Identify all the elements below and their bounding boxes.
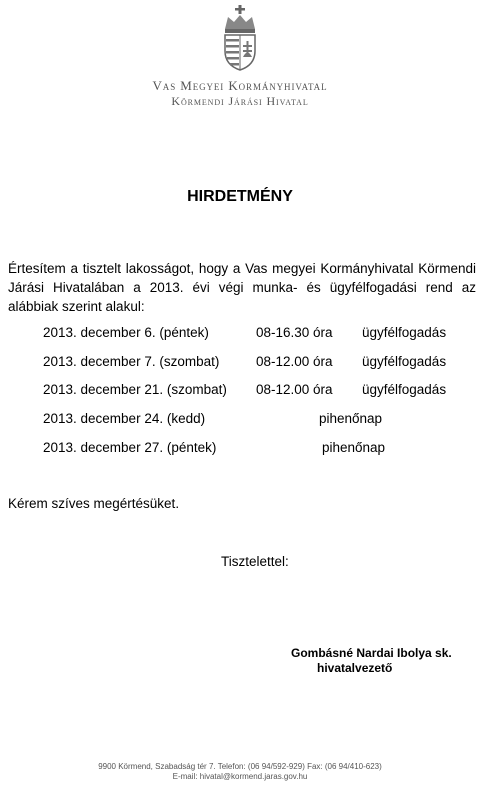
schedule-hours: 08-12.00 óra <box>256 382 333 397</box>
schedule-date: 2013. december 27. (péntek) <box>43 440 217 455</box>
footer-email: E-mail: hivatal@kormend.jaras.gov.hu <box>172 772 308 781</box>
schedule-hours: 08-16.30 óra <box>256 325 333 340</box>
footer-address: 9900 Körmend, Szabadság tér 7. Telefon: (06 94/592-929) Fax: (06 94/410-623) <box>98 762 382 771</box>
coat-of-arms-icon <box>222 5 258 71</box>
document-title: HIRDETMÉNY <box>187 188 293 205</box>
schedule-type: ügyfélfogadás <box>362 382 447 397</box>
intro-paragraph: Értesítem a tisztelt lakosságot, hogy a Vas megyei Kormányhivatal Körmendi Járási Hivatalában a 2013. évi végi munka- és ügyfélfogadási rend az alábbiak szerint alakul: <box>8 261 476 314</box>
schedule-date: 2013. december 7. (szombat) <box>43 354 220 369</box>
signatory-role: hivatalvezető <box>317 661 393 675</box>
office-name: Körmendi Járási Hivatal <box>171 94 309 108</box>
organization-name: Vas Megyei Kormányhivatal <box>152 78 328 93</box>
schedule-note: pihenőnap <box>322 440 386 455</box>
schedule-type: ügyfélfogadás <box>362 325 447 340</box>
schedule-date: 2013. december 21. (szombat) <box>43 382 227 397</box>
schedule-date: 2013. december 24. (kedd) <box>43 411 206 426</box>
signatory-name: Gombásné Nardai Ibolya sk. <box>291 646 452 660</box>
schedule-type: ügyfélfogadás <box>362 354 447 369</box>
schedule-date: 2013. december 6. (péntek) <box>43 325 209 340</box>
schedule-hours: 08-12.00 óra <box>256 354 333 369</box>
closing-sentence: Kérem szíves megértésüket. <box>8 496 180 511</box>
schedule-note: pihenőnap <box>319 411 383 426</box>
regards-line: Tisztelettel: <box>221 554 289 569</box>
